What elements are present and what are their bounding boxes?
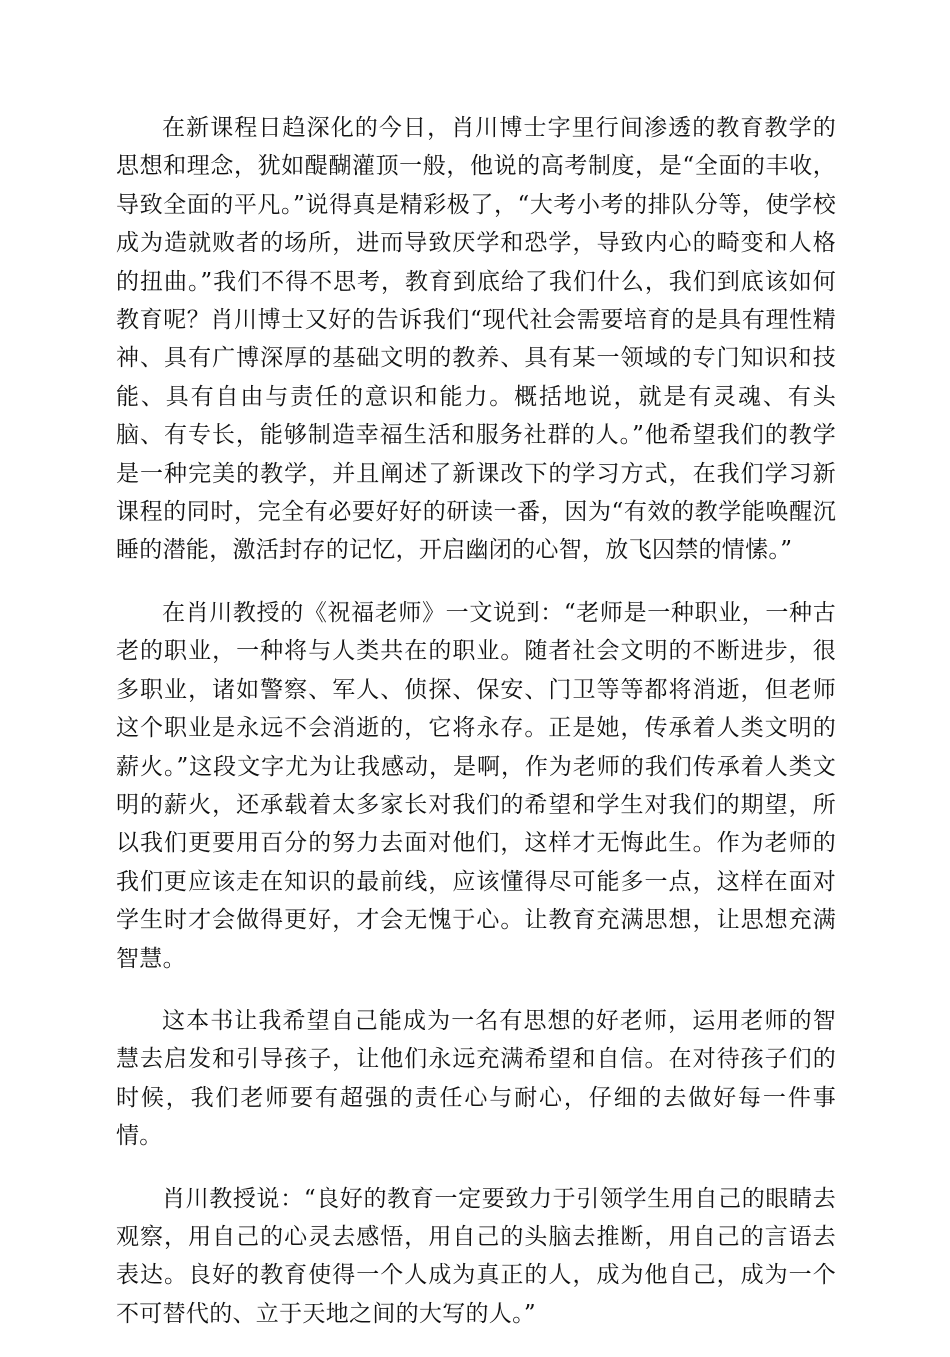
paragraph-4: 肖川教授说：“良好的教育一定要致力于引领学生用自己的眼睛去观察，用自己的心灵去感悟，用自己的头脑去推断，用自己的言语去表达。良好的教育使得一个人成为真正的人，成为他自己，成为一个不可替代的、立于天地之间的大写的人。” <box>116 1185 836 1327</box>
document-body <box>116 109 836 1357</box>
paragraph-2: 在肖川教授的《祝福老师》一文说到：“老师是一种职业，一种古老的职业，一种将与人类共在的职业。随者社会文明的不断进步，很多职业，诸如警察、军人、侦探、保安、门卫等等都将消逝，但老师这个职业是永远不会消逝的，它将永存。正是她，传承着人类文明的薪火。”这段文字尤为让我感动，是啊，作为老师的我们传承着人类文明的薪火，还承载着太多家长对我们的希望和学生对我们的期望，所以我们更要用百分的努力去面对他们，这样才无悔此生。作为老师的我们更应该走在知识的最前线，应该懂得尽可能多一点，这样在面对学生时才会做得更好，才会无愧于心。让教育充满思想，让思想充满智慧。 <box>116 599 836 972</box>
paragraph-3: 这本书让我希望自己能成为一名有思想的好老师，运用老师的智慧去启发和引导孩子，让他们永远充满希望和自信。在对待孩子们的时候，我们老师要有超强的责任心与耐心，仔细的去做好每一件事情。 <box>116 1007 836 1150</box>
paragraph-1: 在新课程日趋深化的今日，肖川博士字里行间渗透的教育教学的思想和理念，犹如醍醐灌顶一般，他说的高考制度，是“全面的丰收，导致全面的平凡。”说得真是精彩极了，“大考小考的排队分等，使学校成为造就败者的场所，进而导致厌学和恐学，导致内心的畸变和人格的扭曲。”我们不得不思考，教育到底给了我们什么，我们到底该如何教育呢？肖川博士又好的告诉我们“现代社会需要培育的是具有理性精神、具有广博深厚的基础文明的教养、具有某一领域的专门知识和技能、具有自由与责任的意识和能力。概括地说，就是有灵魂、有头脑、有专长，能够制造幸福生活和服务社群的人。”他希望我们的教学是一种完美的教学，并且阐述了新课改下的学习方式，在我们学习新课程的同时，完全有必要好好的研读一番，因为“有效的教学能唤醒沉睡的潜能，激活封存的记忆，开启幽闭的心智，放飞囚禁的情愫。” <box>116 115 836 564</box>
